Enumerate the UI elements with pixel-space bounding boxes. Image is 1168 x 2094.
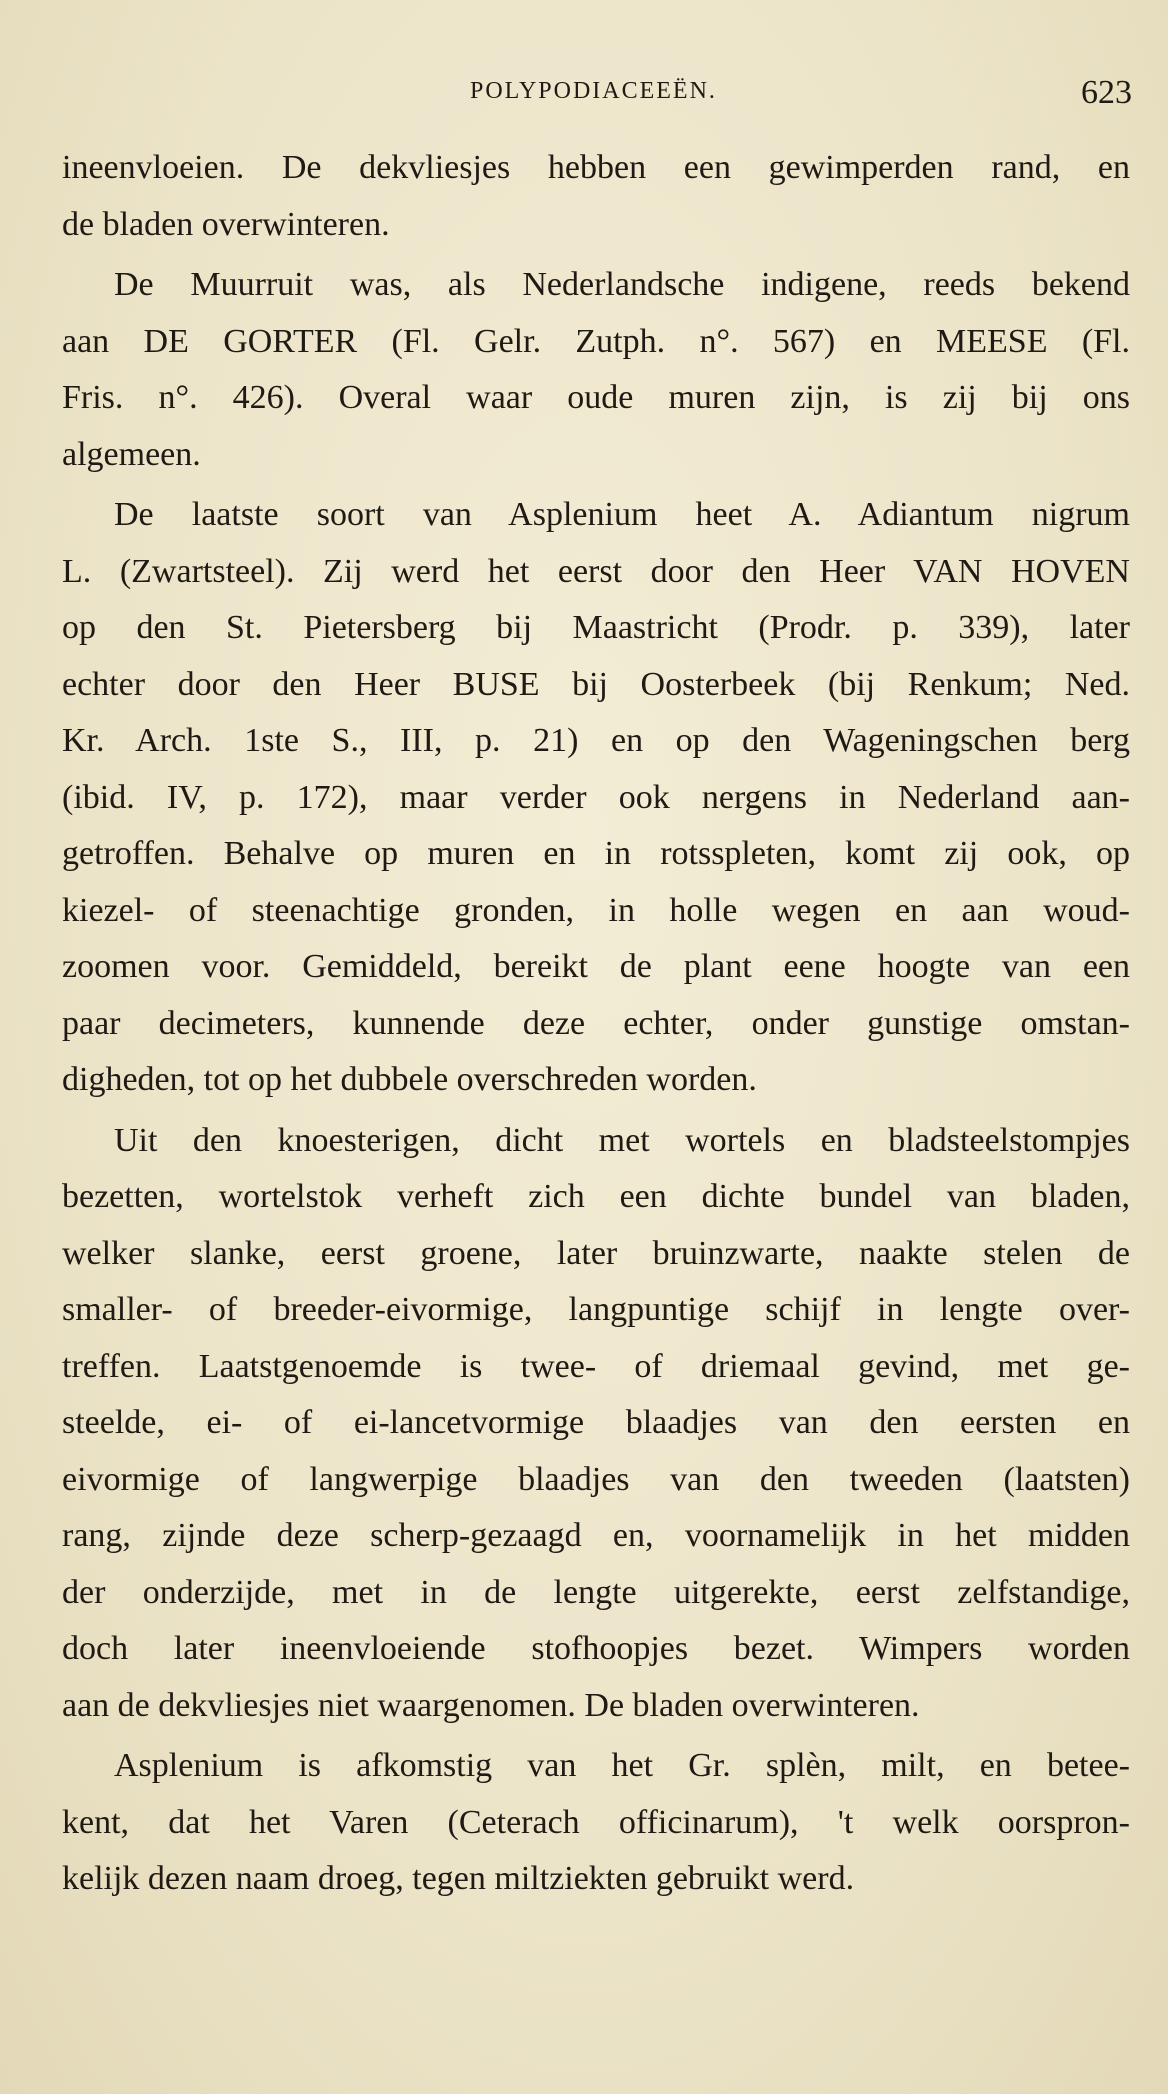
paragraph-3 <box>62 487 1130 1109</box>
text-line: op den St. Pietersberg bij Maastricht (Prodr. p. 339), later <box>62 609 1130 646</box>
text-line: treffen. Laatstgenoemde is twee- of driemaal gevind, met ge- <box>62 1347 1130 1385</box>
text-line: rang, zijnde deze scherp-gezaagd en, voornamelijk in het midden <box>62 1517 1130 1554</box>
running-head: POLYPODIACEEËN. <box>470 78 717 104</box>
text-line: (ibid. IV, p. 172), maar verder ook nergens in Nederland aan- <box>62 778 1130 816</box>
text-line: der onderzijde, met in de lengte uitgerekte, eerst zelfstandige, <box>62 1573 1130 1611</box>
text-line: aan DE GORTER (Fl. Gelr. Zutph. n°. 567) en MEESE (Fl. <box>62 322 1130 360</box>
text-line: L. (Zwartsteel). Zij werd het eerst door den Heer VAN HOVEN <box>62 552 1130 590</box>
text-line: De Muurruit was, als Nederlandsche indigene, reeds bekend <box>114 266 1130 303</box>
paragraph-1 <box>62 140 1130 253</box>
text-line: Uit den knoesterigen, dicht met wortels en bladsteelstompjes <box>114 1121 1130 1159</box>
text-line: eivormige of langwerpige blaadjes van den tweeden (laatsten) <box>62 1460 1130 1498</box>
text-line: doch later ineenvloeiende stofhoopjes bezet. Wimpers worden <box>62 1630 1130 1667</box>
text-line: Asplenium is afkomstig van het Gr. splèn, milt, en betee- <box>114 1747 1130 1784</box>
body-text <box>62 140 1130 1908</box>
text-line: welker slanke, eerst groene, later bruinzwarte, naakte stelen de <box>62 1234 1130 1272</box>
text-line: getroffen. Behalve op muren en in rotsspleten, komt zij ook, op <box>62 835 1130 872</box>
text-line: algemeen. <box>62 435 201 473</box>
text-line: smaller- of breeder-eivormige, langpuntige schijf in lengte over- <box>62 1291 1130 1328</box>
text-line: ineenvloeien. De dekvliesjes hebben een gewimperden rand, en <box>62 149 1130 186</box>
text-line: steelde, ei- of ei-lancetvormige blaadjes van den eersten en <box>62 1404 1130 1441</box>
text-line: De laatste soort van Asplenium heet A. Adiantum nigrum <box>114 496 1130 533</box>
text-line: digheden, tot op het dubbele overschreden worden. <box>62 1061 757 1098</box>
text-line: kiezel- of steenachtige gronden, in holle wegen en aan woud- <box>62 891 1130 929</box>
text-line: zoomen voor. Gemiddeld, bereikt de plant eene hoogte van een <box>62 948 1130 985</box>
text-line: paar decimeters, kunnende deze echter, onder gunstige omstan- <box>62 1004 1130 1042</box>
text-line: de bladen overwinteren. <box>62 205 390 243</box>
text-line: Fris. n°. 426). Overal waar oude muren zijn, is zij bij ons <box>62 379 1130 416</box>
text-line: aan de dekvliesjes niet waargenomen. De bladen overwinteren. <box>62 1686 920 1724</box>
paragraph-2 <box>62 257 1130 483</box>
paragraph-4 <box>62 1113 1130 1735</box>
text-line: kent, dat het Varen (Ceterach officinarum), 't welk oorspron- <box>62 1803 1130 1841</box>
paragraph-5 <box>62 1738 1130 1908</box>
text-line: echter door den Heer BUSE bij Oosterbeek (bij Renkum; Ned. <box>62 665 1130 703</box>
text-line: kelijk dezen naam droeg, tegen miltziekten gebruikt werd. <box>62 1860 855 1897</box>
text-line: bezetten, wortelstok verheft zich een dichte bundel van bladen, <box>62 1178 1130 1215</box>
text-line: Kr. Arch. 1ste S., III, p. 21) en op den Wageningschen berg <box>62 722 1130 759</box>
page-number: 623 <box>1081 74 1132 111</box>
